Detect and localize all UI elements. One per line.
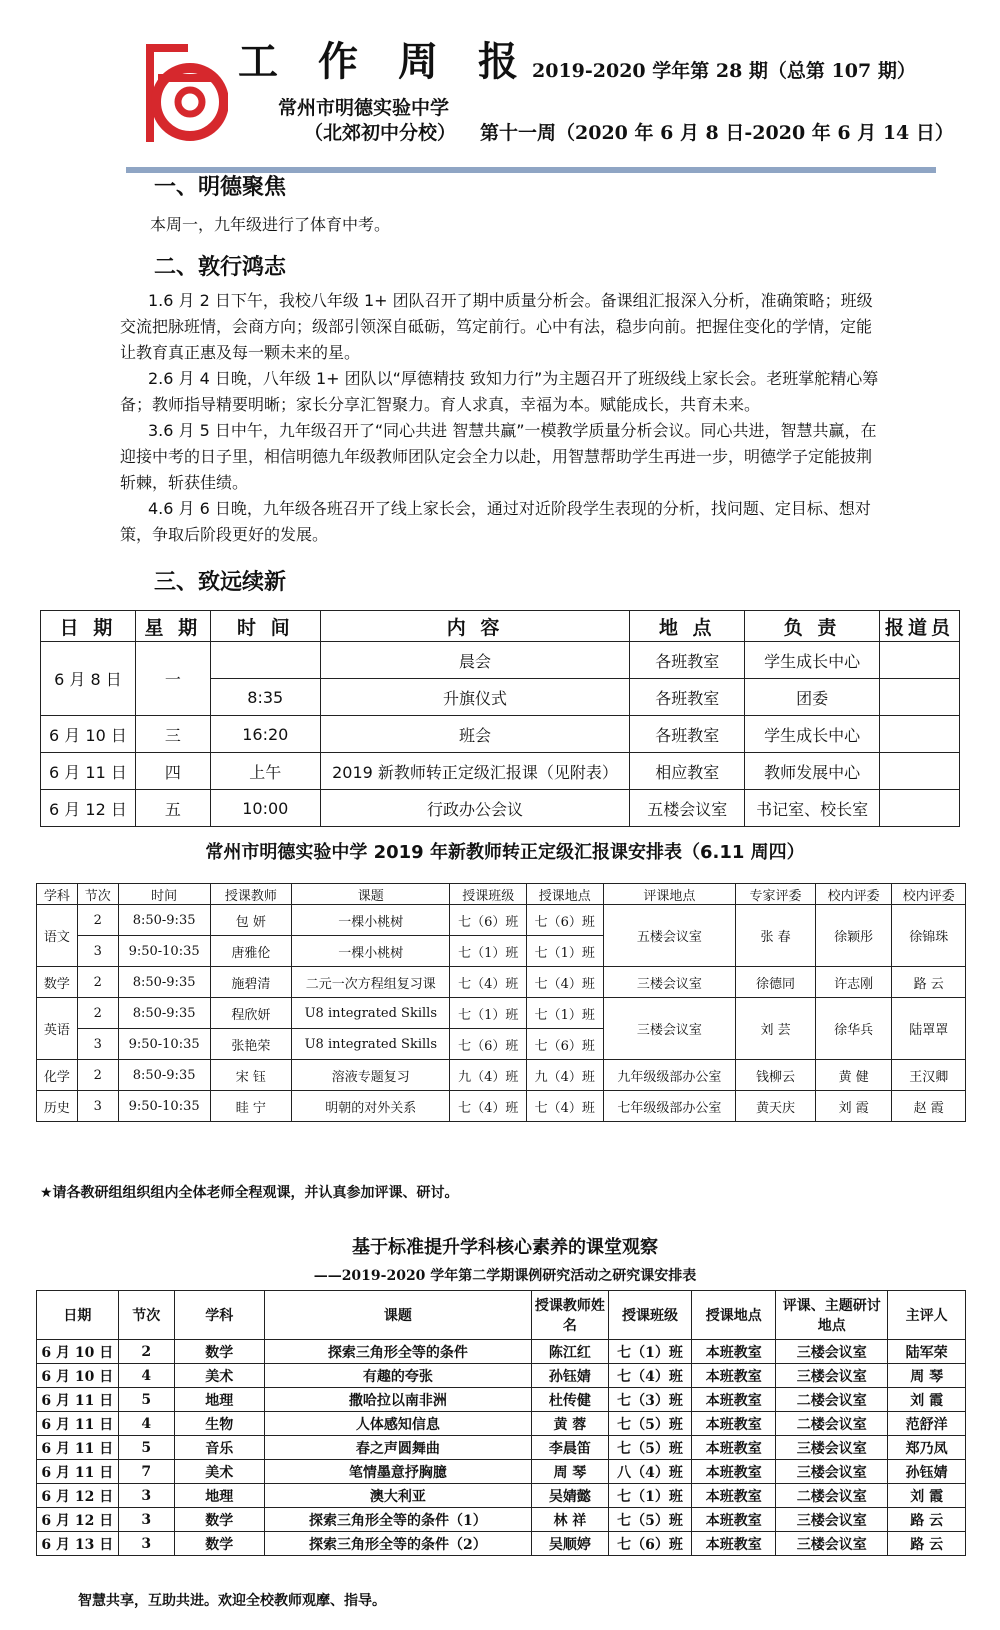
- cell-place: 本班教室: [692, 1532, 776, 1556]
- cell-place: 九（4）班: [526, 1060, 603, 1091]
- cell-teacher: 孙钰婧: [532, 1364, 609, 1388]
- cell-review-place: 三楼会议室: [776, 1460, 888, 1484]
- column-header: 专家评委: [736, 884, 816, 905]
- cell-place: 本班教室: [692, 1508, 776, 1532]
- cell-judge: 路 云: [892, 967, 966, 998]
- section2-paragraph: 4.6 月 6 日晚，九年级各班召开了线上家长会，通过对近阶段学生表现的分析，找问题、定目标、想对策，争取后阶段更好的发展。: [120, 499, 871, 544]
- issue-number: 2019-2020 学年第 28 期（总第 107 期）: [532, 60, 916, 82]
- cell-review-place: 七年级级部办公室: [603, 1091, 736, 1122]
- table2-title: 常州市明德实验中学 2019 年新教师转正定级汇报课安排表（6.11 周四）: [205, 842, 805, 863]
- table-row: [37, 1484, 966, 1508]
- cell-review-place: 三楼会议室: [603, 967, 736, 998]
- cell-period: 4: [118, 1364, 174, 1388]
- cell-content: 行政办公会议: [320, 790, 630, 827]
- cell-topic: U8 integrated Skills: [292, 1029, 450, 1060]
- table-header-row: [37, 884, 966, 905]
- cell-date: 6 月 10 日: [37, 1340, 119, 1364]
- cell-teacher: 吴婧懿: [532, 1484, 609, 1508]
- section2-paragraph: 2.6 月 4 日晚，八年级 1+ 团队以“厚德精技 致知力行”为主题召开了班级线上家长会。老班掌舵精心筹备；教师指导精要明晰；家长分享汇智聚力。育人求真，幸福为本。赋能成长，共育未来。: [120, 369, 879, 414]
- cell-reviewer: 陆军荣: [888, 1340, 966, 1364]
- cell-judge: 陆罩罩: [892, 998, 966, 1060]
- cell-owner: 学生成长中心: [745, 642, 880, 679]
- cell-review-place: 三楼会议室: [776, 1340, 888, 1364]
- cell-place: 本班教室: [692, 1460, 776, 1484]
- cell-subject: 数学: [174, 1340, 264, 1364]
- cell-teacher: 张艳荣: [210, 1029, 292, 1060]
- closing-note: 智慧共享，互助共进。欢迎全校教师观摩、指导。: [78, 1593, 386, 1609]
- cell-time: 8:50-9:35: [118, 1060, 210, 1091]
- cell-period: 2: [77, 998, 118, 1029]
- cell-topic: 溶液专题复习: [292, 1060, 450, 1091]
- column-header: 授课班级: [608, 1291, 692, 1340]
- cell-content: 班会: [320, 716, 630, 753]
- cell-place: 七（1）班: [526, 936, 603, 967]
- column-header: 学科: [174, 1291, 264, 1340]
- table-row: [37, 1388, 966, 1412]
- cell-expert: 张 春: [736, 905, 816, 967]
- section3-heading: 三、致远续新: [154, 570, 287, 595]
- column-header: 时 间: [210, 611, 320, 642]
- cell-expert: 刘 芸: [736, 998, 816, 1060]
- cell-time: 9:50-10:35: [118, 1029, 210, 1060]
- cell-subject: 数学: [174, 1532, 264, 1556]
- cell-weekday: 四: [135, 753, 210, 790]
- column-header: 授课教师: [210, 884, 292, 905]
- cell-period: 3: [77, 936, 118, 967]
- cell-time: 8:50-9:35: [118, 905, 210, 936]
- cell-reporter: [880, 753, 960, 790]
- cell-teacher: 宋 钰: [210, 1060, 292, 1091]
- cell-content: 升旗仪式: [320, 679, 630, 716]
- cell-judge: 赵 霞: [892, 1091, 966, 1122]
- column-header: 星 期: [135, 611, 210, 642]
- cell-time: 8:50-9:35: [118, 967, 210, 998]
- cell-date: 6 月 13 日: [37, 1532, 119, 1556]
- cell-date: 6 月 11 日: [37, 1412, 119, 1436]
- cell-teacher: 眭 宁: [210, 1091, 292, 1122]
- cell-reporter: [880, 679, 960, 716]
- column-header: 负 责: [745, 611, 880, 642]
- cell-period: 3: [77, 1029, 118, 1060]
- cell-subject: 地理: [174, 1484, 264, 1508]
- cell-subject: 语文: [37, 905, 78, 967]
- cell-content: 晨会: [320, 642, 630, 679]
- cell-place: 各班教室: [630, 642, 745, 679]
- column-header: 内 容: [320, 611, 630, 642]
- cell-weekday: 五: [135, 790, 210, 827]
- cell-place: 各班教室: [630, 716, 745, 753]
- table-row: [37, 1340, 966, 1364]
- cell-topic: 一棵小桃树: [292, 905, 450, 936]
- cell-topic: 笔情墨意抒胸臆: [264, 1460, 531, 1484]
- cell-place: 七（4）班: [526, 1091, 603, 1122]
- cell-topic: 探索三角形全等的条件（1）: [264, 1508, 531, 1532]
- cell-teacher: 施碧清: [210, 967, 292, 998]
- cell-class: 七（1）班: [608, 1484, 692, 1508]
- cell-period: 7: [118, 1460, 174, 1484]
- cell-reporter: [880, 790, 960, 827]
- cell-period: 4: [118, 1412, 174, 1436]
- column-header: 校内评委: [815, 884, 892, 905]
- table3-title: 基于标准提升学科核心素养的课堂观察: [352, 1237, 658, 1258]
- school-logo: [138, 38, 228, 148]
- cell-judge: 刘 霞: [815, 1091, 892, 1122]
- column-header: 评课地点: [603, 884, 736, 905]
- cell-period: 2: [77, 967, 118, 998]
- cell-teacher: 杜传健: [532, 1388, 609, 1412]
- cell-date: 6 月 11 日: [41, 753, 136, 790]
- column-header: 授课教师姓名: [532, 1291, 609, 1340]
- cell-class: 九（4）班: [450, 1060, 527, 1091]
- cell-class: 七（4）班: [450, 1091, 527, 1122]
- cell-subject: 历史: [37, 1091, 78, 1122]
- research-lesson-table: [36, 1290, 966, 1556]
- cell-weekday: 一: [135, 642, 210, 716]
- cell-subject: 美术: [174, 1364, 264, 1388]
- cell-class: 七（1）班: [450, 998, 527, 1029]
- cell-review-place: 二楼会议室: [776, 1412, 888, 1436]
- new-teacher-lesson-table: [36, 883, 966, 1122]
- cell-subject: 音乐: [174, 1436, 264, 1460]
- logo-year: 2012: [179, 130, 201, 139]
- cell-reviewer: 刘 霞: [888, 1388, 966, 1412]
- cell-period: 5: [118, 1388, 174, 1412]
- cell-subject: 数学: [174, 1508, 264, 1532]
- cell-topic: U8 integrated Skills: [292, 998, 450, 1029]
- cell-reviewer: 周 琴: [888, 1364, 966, 1388]
- cell-teacher: 吴顺婷: [532, 1532, 609, 1556]
- cell-judge: 徐锦珠: [892, 905, 966, 967]
- cell-reviewer: 路 云: [888, 1532, 966, 1556]
- table-row: [41, 790, 960, 827]
- table-row: [37, 1532, 966, 1556]
- cell-reporter: [880, 642, 960, 679]
- cell-class: 八（4）班: [608, 1460, 692, 1484]
- table-row: [37, 998, 966, 1029]
- cell-review-place: 三楼会议室: [776, 1532, 888, 1556]
- cell-subject: 地理: [174, 1388, 264, 1412]
- cell-reviewer: 郑乃凤: [888, 1436, 966, 1460]
- cell-subject: 数学: [37, 967, 78, 998]
- cell-teacher: 唐雅伦: [210, 936, 292, 967]
- cell-place: 七（6）班: [526, 1029, 603, 1060]
- column-header: 评课、主题研讨地点: [776, 1291, 888, 1340]
- school-name: 常州市明德实验中学: [278, 97, 450, 119]
- table-row: [41, 642, 960, 679]
- cell-expert: 黄天庆: [736, 1091, 816, 1122]
- cell-teacher: 包 妍: [210, 905, 292, 936]
- column-header: 授课班级: [450, 884, 527, 905]
- cell-judge: 许志刚: [815, 967, 892, 998]
- cell-date: 6 月 11 日: [37, 1436, 119, 1460]
- cell-subject: 生物: [174, 1412, 264, 1436]
- cell-class: 七（5）班: [608, 1412, 692, 1436]
- column-header: 报道员: [880, 611, 960, 642]
- cell-topic: 明朝的对外关系: [292, 1091, 450, 1122]
- cell-date: 6 月 10 日: [37, 1364, 119, 1388]
- cell-topic: 二元一次方程组复习课: [292, 967, 450, 998]
- table-row: [37, 967, 966, 998]
- cell-period: 3: [118, 1508, 174, 1532]
- cell-date: 6 月 10 日: [41, 716, 136, 753]
- column-header: 节次: [118, 1291, 174, 1340]
- table-row: [37, 1508, 966, 1532]
- cell-expert: 徐德同: [736, 967, 816, 998]
- cell-review-place: 九年级级部办公室: [603, 1060, 736, 1091]
- cell-class: 七（1）班: [450, 936, 527, 967]
- cell-period: 2: [77, 1060, 118, 1091]
- cell-reviewer: 路 云: [888, 1508, 966, 1532]
- section1-text: 本周一，九年级进行了体育中考。: [150, 215, 391, 234]
- cell-date: 6 月 12 日: [41, 790, 136, 827]
- column-header: 课题: [264, 1291, 531, 1340]
- cell-period: 2: [118, 1340, 174, 1364]
- observation-note: ★请各教研组组织组内全体老师全程观课，并认真参加评课、研讨。: [40, 1185, 459, 1201]
- cell-period: 5: [118, 1436, 174, 1460]
- section2-paragraph: 3.6 月 5 日中午，九年级召开了“同心共进 智慧共赢”一模教学质量分析会议。同心共进，智慧共赢，在迎接中考的日子里，相信明德九年级教师团队定会全力以赴，用智慧帮助学生再进一步，明德学子定能披荆斩棘，斩获佳绩。: [120, 421, 877, 492]
- column-header: 地 点: [630, 611, 745, 642]
- branch-name: （北郊初中分校）: [304, 122, 457, 144]
- cell-place: 相应教室: [630, 753, 745, 790]
- cell-place: 本班教室: [692, 1340, 776, 1364]
- cell-time: 上午: [210, 753, 320, 790]
- cell-class: 七（5）班: [608, 1508, 692, 1532]
- cell-period: 3: [77, 1091, 118, 1122]
- column-header: 校内评委: [892, 884, 966, 905]
- cell-teacher: 陈江红: [532, 1340, 609, 1364]
- table-header-row: [37, 1291, 966, 1340]
- table-row: [37, 1460, 966, 1484]
- cell-place: 本班教室: [692, 1388, 776, 1412]
- column-header: 学科: [37, 884, 78, 905]
- cell-place: 各班教室: [630, 679, 745, 716]
- week-range: 第十一周（2020 年 6 月 8 日-2020 年 6 月 14 日）: [480, 122, 954, 144]
- cell-weekday: 三: [135, 716, 210, 753]
- cell-reporter: [880, 716, 960, 753]
- cell-reviewer: 范舒洋: [888, 1412, 966, 1436]
- cell-subject: 美术: [174, 1460, 264, 1484]
- column-header: 日期: [37, 1291, 119, 1340]
- cell-teacher: 周 琴: [532, 1460, 609, 1484]
- cell-review-place: 三楼会议室: [776, 1436, 888, 1460]
- cell-subject: 化学: [37, 1060, 78, 1091]
- cell-time: 8:50-9:35: [118, 998, 210, 1029]
- table-row: [37, 1436, 966, 1460]
- cell-period: 2: [77, 905, 118, 936]
- cell-date: 6 月 11 日: [37, 1388, 119, 1412]
- cell-place: 本班教室: [692, 1484, 776, 1508]
- cell-class: 七（5）班: [608, 1436, 692, 1460]
- cell-topic: 春之声圆舞曲: [264, 1436, 531, 1460]
- cell-judge: 王汉卿: [892, 1060, 966, 1091]
- section1-heading: 一、明德聚焦: [154, 175, 287, 200]
- cell-review-place: 三楼会议室: [776, 1508, 888, 1532]
- cell-class: 七（4）班: [450, 967, 527, 998]
- cell-subject: 英语: [37, 998, 78, 1060]
- cell-review-place: 二楼会议室: [776, 1388, 888, 1412]
- report-title: 工作周报: [238, 38, 558, 85]
- cell-owner: 团委: [745, 679, 880, 716]
- table-row: [37, 1412, 966, 1436]
- cell-teacher: 程欣妍: [210, 998, 292, 1029]
- table-row: [41, 716, 960, 753]
- section2-paragraph: 1.6 月 2 日下午，我校八年级 1+ 团队召开了期中质量分析会。备课组汇报深入分析，准确策略；班级交流把脉班情，会商方向；级部引领深自砥砺，笃定前行。心中有法，稳步向前。把握住变化的学情，定能让教育真正惠及每一颗未来的星。: [120, 291, 873, 362]
- weekly-schedule-table: [40, 610, 960, 827]
- table-row: [37, 1060, 966, 1091]
- table3-subtitle: ——2019-2020 学年第二学期课例研究活动之研究课安排表: [313, 1268, 697, 1284]
- cell-class: 七（6）班: [608, 1532, 692, 1556]
- cell-judge: 黄 健: [815, 1060, 892, 1091]
- column-header: 日 期: [41, 611, 136, 642]
- table-header-row: [41, 611, 960, 642]
- column-header: 授课地点: [692, 1291, 776, 1340]
- cell-topic: 一棵小桃树: [292, 936, 450, 967]
- cell-owner: 教师发展中心: [745, 753, 880, 790]
- cell-content: 2019 新教师转正定级汇报课（见附表）: [320, 753, 630, 790]
- cell-class: 七（3）班: [608, 1388, 692, 1412]
- column-header: 主评人: [888, 1291, 966, 1340]
- cell-teacher: 黄 蓉: [532, 1412, 609, 1436]
- cell-topic: 澳大利亚: [264, 1484, 531, 1508]
- column-header: 课题: [292, 884, 450, 905]
- cell-owner: 书记室、校长室: [745, 790, 880, 827]
- cell-date: 6 月 8 日: [41, 642, 136, 716]
- cell-review-place: 五楼会议室: [603, 905, 736, 967]
- cell-place: 本班教室: [692, 1412, 776, 1436]
- table-row: [37, 1091, 966, 1122]
- cell-topic: 有趣的夸张: [264, 1364, 531, 1388]
- cell-review-place: 三楼会议室: [776, 1364, 888, 1388]
- cell-teacher: 李晨笛: [532, 1436, 609, 1460]
- cell-period: 3: [118, 1532, 174, 1556]
- section2-heading: 二、敦行鸿志: [154, 255, 287, 280]
- cell-time: 9:50-10:35: [118, 1091, 210, 1122]
- cell-time: 9:50-10:35: [118, 936, 210, 967]
- cell-date: 6 月 11 日: [37, 1460, 119, 1484]
- cell-topic: 探索三角形全等的条件: [264, 1340, 531, 1364]
- cell-time: [210, 642, 320, 679]
- cell-place: 七（1）班: [526, 998, 603, 1029]
- cell-time: 10:00: [210, 790, 320, 827]
- cell-topic: 撒哈拉以南非洲: [264, 1388, 531, 1412]
- cell-place: 七（4）班: [526, 967, 603, 998]
- cell-place: 本班教室: [692, 1436, 776, 1460]
- cell-review-place: 二楼会议室: [776, 1484, 888, 1508]
- cell-date: 6 月 12 日: [37, 1508, 119, 1532]
- cell-place: 五楼会议室: [630, 790, 745, 827]
- cell-place: 本班教室: [692, 1364, 776, 1388]
- cell-judge: 徐颖彤: [815, 905, 892, 967]
- cell-time: 8:35: [210, 679, 320, 716]
- cell-time: 16:20: [210, 716, 320, 753]
- cell-owner: 学生成长中心: [745, 716, 880, 753]
- cell-review-place: 三楼会议室: [603, 998, 736, 1060]
- table-row: [37, 905, 966, 936]
- cell-class: 七（6）班: [450, 905, 527, 936]
- column-header: 时间: [118, 884, 210, 905]
- table-row: [37, 1364, 966, 1388]
- cell-class: 七（1）班: [608, 1340, 692, 1364]
- table-row: [41, 753, 960, 790]
- cell-topic: 人体感知信息: [264, 1412, 531, 1436]
- cell-period: 3: [118, 1484, 174, 1508]
- cell-teacher: 林 祥: [532, 1508, 609, 1532]
- cell-date: 6 月 12 日: [37, 1484, 119, 1508]
- cell-reviewer: 刘 霞: [888, 1484, 966, 1508]
- cell-expert: 钱柳云: [736, 1060, 816, 1091]
- cell-judge: 徐华兵: [815, 998, 892, 1060]
- cell-class: 七（6）班: [450, 1029, 527, 1060]
- cell-class: 七（4）班: [608, 1364, 692, 1388]
- cell-place: 七（6）班: [526, 905, 603, 936]
- cell-reviewer: 孙钰婧: [888, 1460, 966, 1484]
- cell-topic: 探索三角形全等的条件（2）: [264, 1532, 531, 1556]
- column-header: 授课地点: [526, 884, 603, 905]
- column-header: 节次: [77, 884, 118, 905]
